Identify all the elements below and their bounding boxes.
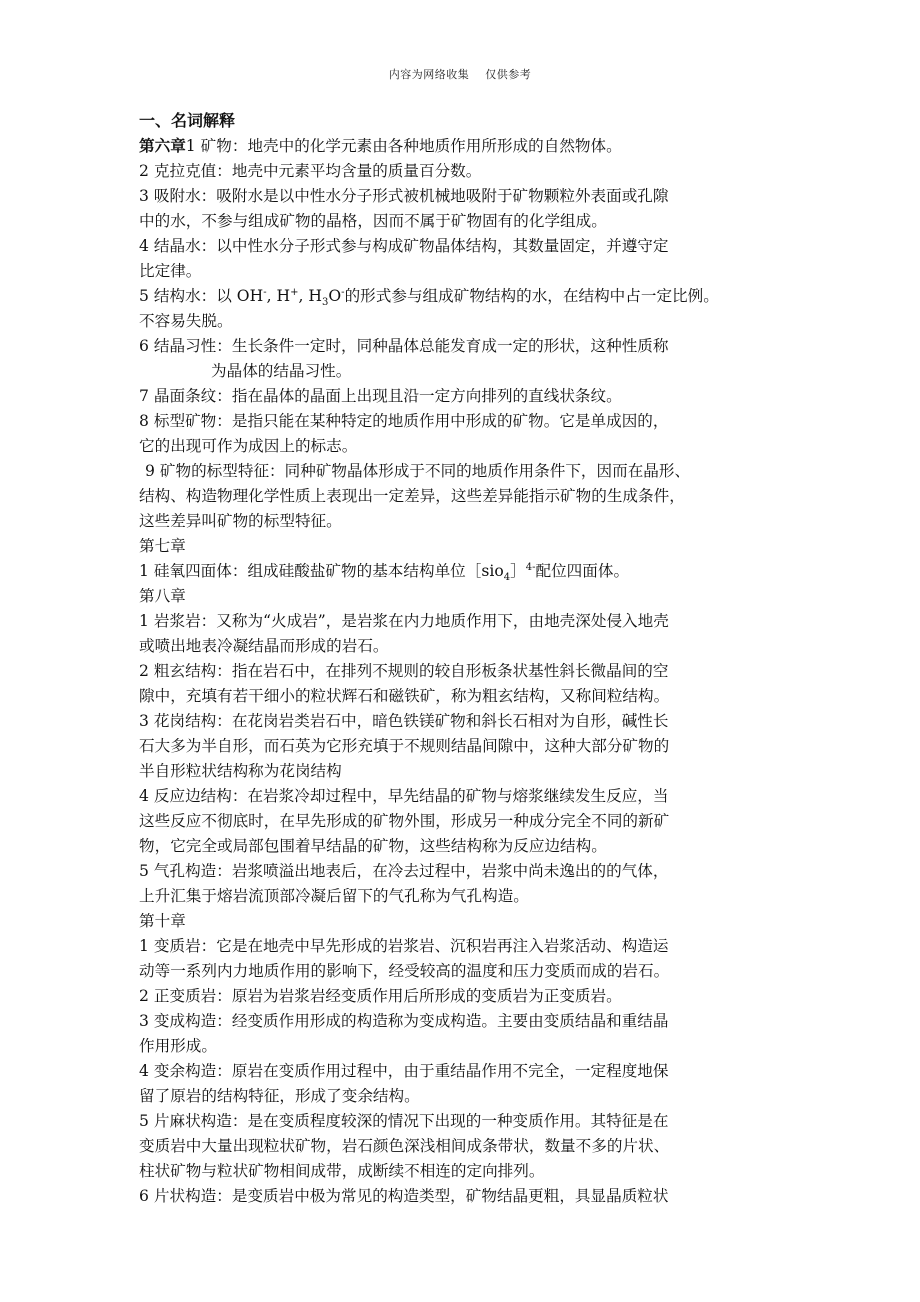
ch6-term-3-line2: 中的水，不参与组成矿物的晶格，因而不属于矿物固有的化学组成。: [139, 212, 607, 230]
ch6-term-1: [139, 133, 799, 159]
ch7-term-1-post: 配位四面体。: [535, 562, 630, 580]
header-text-collected: 内容为网络收集: [388, 68, 470, 81]
ch10-term-3-line2: 作用形成。: [139, 1037, 217, 1055]
ch6-term-9-line3: 这些差异叫矿物的标型特征。: [139, 512, 342, 530]
ch8-term-5-line1: 5 气孔构造：岩浆喷溢出地表后，在冷去过程中，岩浆中尚未逸出的的气体，: [139, 862, 669, 880]
ch6-term-5-sub1: 3: [322, 297, 329, 309]
ch6-term-7: 7 晶面条纹：指在晶体的晶面上出现且沿一定方向排列的直线状条纹。: [139, 387, 622, 405]
ch6-term-2: 2 克拉克值：地壳中元素平均含量的质量百分数。: [139, 162, 482, 180]
ch6-label: 第六章: [139, 136, 186, 155]
ch8-term-4-line2: 这些反应不彻底时，在早先形成的矿物外围，形成另一种成分完全不同的新矿: [139, 812, 670, 830]
ch6-term-9-line2: 结构、构造物理化学性质上表现出一定差异，这些差异能指示矿物的生成条件，: [139, 487, 685, 505]
ch6-term-4-line2: 比定律。: [139, 262, 202, 280]
ch8-term-1-line1: 1 岩浆岩：又称为“火成岩”，是岩浆在内力地质作用下，由地壳深处侵入地壳: [139, 612, 669, 630]
ch8-term-4-line3: 物，它完全或局部包围着早结晶的矿物，这些结构称为反应边结构。: [139, 837, 607, 855]
ch8-term-4-line1: 4 反应边结构：在岩浆冷却过程中，早先结晶的矿物与熔浆继续发生反应，当: [139, 787, 669, 805]
ch10-term-5-line2: 变质岩中大量出现粒状矿物，岩石颜色深浅相间成条带状，数量不多的片状、: [139, 1137, 670, 1155]
ch6-term-5-mid3: O: [328, 287, 342, 305]
ch10-term-1-line2: 动等一系列内力地质作用的影响下，经受较高的温度和压力变质而成的岩石。: [139, 962, 670, 980]
ch6-term-1-text: 1 矿物：地壳中的化学元素由各种地质作用所形成的自然物体。: [185, 137, 622, 155]
ch10-term-5-line3: 柱状矿物与粒状矿物相间成带，成断续不相连的定向排列。: [139, 1162, 545, 1180]
ch7-term-1-sup: 4-: [525, 561, 536, 573]
ch8-term-3-line1: 3 花岗结构：在花岗岩类岩石中，暗色铁镁矿物和斜长石相对为自形，碱性长: [139, 712, 669, 730]
ch6-term-5-mid2: , H: [298, 287, 322, 305]
ch6-term-9-line1: 9 矿物的标型特征：同种矿物晶体形成于不同的地质作用条件下，因而在晶形、: [145, 462, 691, 480]
ch10-label: 第十章: [139, 912, 186, 930]
ch6-term-5-sup1: -: [263, 286, 267, 298]
ch8-term-5-line2: 上升汇集于熔岩流顶部冷凝后留下的气孔称为气孔构造。: [139, 887, 529, 905]
ch7-label: 第七章: [139, 537, 186, 555]
ch7-term-1: [139, 559, 799, 584]
ch6-term-5-mid1: , H: [266, 287, 291, 305]
ch8-term-2-line1: 2 粗玄结构：指在岩石中，在排列不规则的较自形板条状基性斜长微晶间的空: [139, 662, 669, 680]
ch10-term-3-line1: 3 变成构造：经变质作用形成的构造称为变成构造。主要由变质结晶和重结晶: [139, 1012, 669, 1030]
ch6-term-5-sup2: +: [290, 286, 299, 298]
ch6-term-4-line1: 4 结晶水：以中性水分子形式参与构成矿物晶体结构，其数量固定，并遵守定: [139, 237, 669, 255]
ch8-label: 第八章: [139, 587, 186, 605]
page-header: [0, 66, 920, 82]
ch6-term-3-line1: 3 吸附水：吸附水是以中性水分子形式被机械地吸附于矿物颗粒外表面或孔隙: [139, 187, 669, 205]
ch6-term-8-line1: 8 标型矿物：是指只能在某种特定的地质作用中形成的矿物。它是单成因的，: [139, 412, 669, 430]
ch6-term-8-line2: 它的出现可作为成因上的标志。: [139, 437, 358, 455]
ch7-term-1-mid: ］: [510, 562, 526, 580]
ch10-term-4-line1: 4 变余构造：原岩在变质作用过程中，由于重结晶作用不完全，一定程度地保: [139, 1062, 669, 1080]
ch6-term-5-sup3: -: [341, 286, 345, 298]
document-body: [139, 108, 799, 1209]
ch6-term-5-line2: 不容易失脱。: [139, 312, 233, 330]
ch6-term-5-post: 的形式参与组成矿物结构的水，在结构中占一定比例。: [344, 287, 719, 305]
ch6-term-5-pre: 5 结构水：以 OH: [139, 287, 264, 305]
header-text-reference: 仅供参考: [485, 68, 532, 81]
ch8-term-1-line2: 或喷出地表冷凝结晶而形成的岩石。: [139, 637, 389, 655]
ch10-term-5-line1: 5 片麻状构造：是在变质程度较深的情况下出现的一种变质作用。其特征是在: [139, 1112, 669, 1130]
ch6-term-6-line2: 为晶体的结晶习性。: [211, 362, 352, 380]
ch7-term-1-sub: 4: [503, 572, 511, 584]
ch10-term-1-line1: 1 变质岩：它是在地壳中早先形成的岩浆岩、沉积岩再注入岩浆活动、构造运: [139, 937, 669, 955]
ch6-term-6-line1: 6 结晶习性：生长条件一定时，同种晶体总能发育成一定的形状，这种性质称: [139, 337, 669, 355]
section-title: 一、名词解释: [139, 111, 236, 130]
ch10-term-2: 2 正变质岩：原岩为岩浆岩经变质作用后所形成的变质岩为正变质岩。: [139, 987, 622, 1005]
ch8-term-3-line2: 石大多为半自形，而石英为它形充填于不规则结晶间隙中，这种大部分矿物的: [139, 737, 670, 755]
ch8-term-2-line2: 隙中，充填有若干细小的粒状辉石和磁铁矿，称为粗玄结构，又称间粒结构。: [139, 687, 670, 705]
ch10-term-4-line2: 留了原岩的结构特征，形成了变余结构。: [139, 1087, 420, 1105]
ch10-term-6-line1: 6 片状构造：是变质岩中极为常见的构造类型，矿物结晶更粗，具显晶质粒状: [139, 1187, 669, 1205]
ch7-term-1-pre: 1 硅氧四面体：组成硅酸盐矿物的基本结构单位［sio: [139, 562, 504, 580]
ch8-term-3-line3: 半自形粒状结构称为花岗结构: [139, 762, 342, 780]
ch6-term-5-line1: [139, 284, 799, 309]
